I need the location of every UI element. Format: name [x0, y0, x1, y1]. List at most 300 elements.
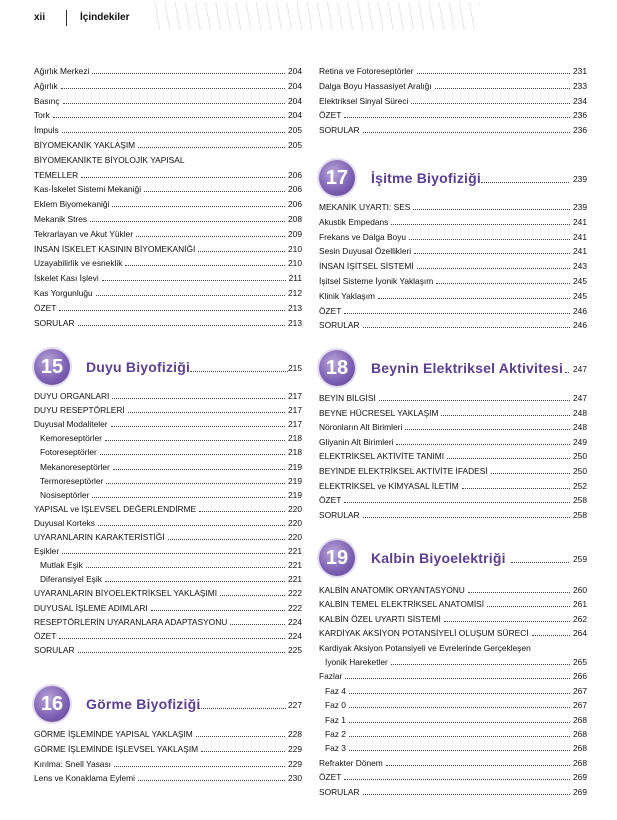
toc-entry-page: 262: [573, 613, 587, 624]
toc-entry-title: YAPISAL ve İŞLEVSEL DEĞERLENDİRME: [34, 503, 197, 514]
toc-entry[interactable]: [319, 682, 587, 696]
chapter-title: Beynin Elektriksel Aktivitesi: [371, 360, 564, 376]
toc-entry-title: UYARANLARIN KARAKTERİSTİĞİ: [34, 532, 165, 542]
chapter-number-badge: 18: [319, 350, 355, 386]
toc-entry-page: 220: [288, 517, 302, 528]
toc-entry-page: 220: [288, 532, 302, 542]
dot-leader: [462, 488, 570, 489]
toc-entry[interactable]: [34, 415, 302, 429]
toc-entry-page: 211: [288, 273, 302, 284]
toc-entry-page: 246: [573, 320, 587, 331]
toc-entry-page: 246: [573, 305, 587, 316]
toc-entry-title: Ağırlık: [34, 80, 58, 91]
toc-entry-title: Gliyanin Alt Birimleri: [319, 436, 394, 447]
toc-entry[interactable]: [319, 506, 587, 520]
toc-entry[interactable]: [319, 106, 587, 120]
dot-leader: [441, 415, 570, 416]
toc-entry-title: KALBİN ANATOMİK ORYANTASYONU: [319, 585, 465, 595]
dot-leader: [391, 224, 570, 225]
toc-entry-title: ÖZET: [319, 495, 342, 506]
toc-entry-page: 228: [288, 729, 302, 739]
dot-leader: [111, 426, 285, 427]
chapter-number-badge: 16: [34, 686, 70, 722]
toc-entry-page: 222: [288, 588, 302, 599]
chapter-title: İşitme Biyofiziği: [371, 170, 481, 186]
toc-entry[interactable]: [34, 269, 302, 283]
dot-leader: [378, 298, 570, 299]
toc-entry-title: GÖRME İŞLEMİNDE YAPISAL YAKLAŞIM: [34, 729, 193, 739]
toc-entry[interactable]: [34, 556, 302, 570]
dot-leader: [349, 750, 570, 751]
toc-entry-page: 248: [573, 407, 587, 418]
toc-entry[interactable]: [319, 447, 587, 461]
toc-entry[interactable]: [34, 514, 302, 528]
dot-leader: [344, 779, 570, 780]
dot-leader: [59, 310, 285, 311]
toc-entry-title: Termoreseptörler: [40, 475, 104, 486]
toc-entry-title: Kas Yorgunluğu: [34, 288, 93, 298]
dot-leader: [61, 88, 285, 89]
toc-entry-page: 208: [288, 214, 302, 224]
dot-leader: [435, 88, 570, 89]
dot-leader: [78, 652, 286, 653]
toc-entry-page: 245: [573, 276, 587, 286]
toc-entry-title: ELEKTRİKSEL AKTİVİTE TANIMI: [319, 451, 445, 462]
toc-entry[interactable]: [319, 754, 587, 768]
dot-leader: [105, 581, 285, 582]
toc-entry-page: 236: [573, 125, 587, 136]
dot-leader: [86, 567, 285, 568]
toc-entry-title: ÖZET: [319, 110, 342, 121]
toc-entry-title: Klinik Yaklaşım: [319, 290, 376, 301]
toc-entry-title: TEMELLER: [34, 169, 79, 180]
chapter-heading-16[interactable]: [34, 686, 302, 722]
dot-leader: [136, 236, 285, 237]
toc-entry-title: ELEKTRİKSEL ve KİMYASAL İLETİM: [319, 480, 459, 491]
toc-entry[interactable]: [319, 77, 587, 91]
toc-entry-page: 217: [288, 405, 302, 416]
dot-leader: [363, 132, 571, 133]
toc-entry-page: 268: [573, 714, 587, 725]
dot-leader: [112, 206, 285, 207]
dot-leader: [344, 313, 570, 314]
dot-leader: [349, 693, 570, 694]
dot-leader: [81, 177, 285, 178]
dot-leader: [344, 502, 570, 503]
toc-entry-page: 213: [288, 302, 302, 313]
toc-entry-page: 218: [288, 447, 302, 458]
toc-entry-page: 212: [288, 288, 302, 298]
dot-leader: [196, 736, 285, 737]
toc-entry[interactable]: [319, 739, 587, 753]
chapter-heading-18[interactable]: [319, 350, 587, 386]
dot-leader: [100, 454, 285, 455]
toc-entry[interactable]: [319, 257, 587, 271]
toc-entry-title: İNSAN İSKELET KASININ BİYOMEKANİĞİ: [34, 243, 196, 254]
toc-entry[interactable]: [34, 314, 302, 328]
chapter-leader: [565, 372, 569, 373]
chapter-heading-19[interactable]: [319, 540, 587, 576]
toc-entry-title: BİYOMEKANİKTE BİYOLOJİK YAPISAL: [34, 154, 185, 165]
dot-leader: [201, 751, 285, 752]
toc-entry-title: KALBİN ÖZEL UYARTI SİSTEMİ: [319, 613, 441, 624]
toc-entry[interactable]: [34, 180, 302, 194]
toc-entry[interactable]: [319, 316, 587, 330]
toc-entry[interactable]: [319, 653, 587, 667]
toc-entry-page: 268: [573, 729, 587, 739]
toc-entry-title: Sesin Duyusal Özellikleri: [319, 246, 412, 257]
toc-entry[interactable]: [34, 121, 302, 135]
toc-entry[interactable]: [319, 477, 587, 491]
dot-leader: [92, 73, 285, 74]
toc-entry-page: 229: [288, 758, 302, 769]
toc-entry-title: Faz 2: [325, 729, 346, 739]
toc-entry-title: DUYU RESEPTÖRLERİ: [34, 405, 125, 416]
toc-entry[interactable]: [34, 77, 302, 91]
toc-entry-page: 258: [573, 509, 587, 520]
toc-entry-page: 221: [288, 560, 302, 571]
toc-entry[interactable]: [319, 595, 587, 609]
toc-entry[interactable]: [34, 528, 302, 542]
toc-entry-page: 206: [288, 169, 302, 180]
toc-entry-title: Mekanik Stres: [34, 214, 88, 224]
chapter-page: 215: [288, 363, 302, 373]
toc-entry-page: 221: [288, 574, 302, 585]
toc-entry[interactable]: [319, 491, 587, 505]
toc-entry[interactable]: [319, 228, 587, 242]
dot-leader: [105, 440, 285, 441]
toc-entry[interactable]: [34, 106, 302, 120]
dot-leader: [487, 606, 570, 607]
toc-entry[interactable]: [34, 92, 302, 106]
toc-entry[interactable]: [319, 462, 587, 476]
toc-entry-title: İmpuls: [34, 125, 59, 136]
toc-entry[interactable]: [319, 696, 587, 710]
toc-entry-title: UYARANLARIN BİYOELEKTRİKSEL YAKLAŞIMI: [34, 588, 218, 599]
dot-leader: [92, 497, 285, 498]
toc-entry[interactable]: [34, 166, 302, 180]
toc-entry[interactable]: [319, 287, 587, 301]
toc-entry-page: 213: [288, 317, 302, 328]
toc-entry-page: 233: [573, 80, 587, 91]
chapter-page: 247: [573, 364, 587, 374]
toc-entry-page: 204: [288, 110, 302, 121]
toc-entry[interactable]: [34, 725, 302, 739]
toc-entry[interactable]: [34, 443, 302, 457]
dot-leader: [198, 251, 285, 252]
toc-entry-page: 230: [288, 773, 302, 784]
dot-leader: [128, 412, 285, 413]
toc-entry[interactable]: [34, 387, 302, 401]
chapter-heading-15[interactable]: [34, 349, 302, 385]
toc-entry-page: 266: [573, 671, 587, 682]
toc-entry-page: 250: [573, 466, 587, 476]
dot-leader: [491, 473, 570, 474]
page-number: xii: [34, 12, 46, 23]
dot-leader: [532, 635, 570, 636]
toc-entry-title: İskelet Kası İşlevi: [34, 273, 99, 284]
dot-leader: [436, 283, 570, 284]
toc-entry-page: 245: [573, 290, 587, 301]
dot-leader: [468, 592, 570, 593]
toc-entry-title: Fotoreseptörler: [40, 447, 97, 458]
toc-entry-page: 234: [573, 95, 587, 106]
toc-entry-page: 267: [573, 685, 587, 696]
toc-entry-page: 241: [573, 246, 587, 257]
toc-entry-title: ÖZET: [34, 302, 57, 313]
toc-entry[interactable]: [319, 433, 587, 447]
toc-entry-title: BİYOMEKANİK YAKLAŞIM: [34, 140, 136, 150]
dot-leader: [363, 327, 571, 328]
toc-entry-title: Eşikler: [34, 546, 60, 557]
chapter-leader: [511, 562, 569, 563]
toc-entry-title: Kardiyak Aksiyon Potansiyeli ve Evrelerinde Gerçekleşen: [319, 642, 531, 653]
toc-entry-title: SORULAR: [319, 786, 360, 797]
dot-leader: [125, 265, 285, 266]
toc-entry-page: 219: [288, 461, 302, 472]
dot-leader: [386, 765, 570, 766]
toc-entry-page: 252: [573, 480, 587, 491]
toc-entry-title: Diferansiyel Eşik: [40, 574, 102, 585]
dot-leader: [349, 707, 570, 708]
toc-entry-title: Dalga Boyu Hassasiyet Aralığı: [319, 80, 432, 91]
dot-leader: [62, 132, 285, 133]
toc-entry-page: 229: [288, 743, 302, 754]
toc-entry-title: RESEPTÖRLERİN UYARANLARA ADAPTASYONU: [34, 616, 228, 627]
toc-entry[interactable]: [319, 768, 587, 782]
toc-entry[interactable]: [319, 639, 587, 653]
toc-entry[interactable]: [319, 404, 587, 418]
toc-entry-page: 250: [573, 451, 587, 462]
toc-entry[interactable]: [34, 299, 302, 313]
toc-entry[interactable]: [319, 667, 587, 681]
toc-entry-title: Nöronların Alt Birimleri: [319, 422, 403, 433]
dot-leader: [138, 147, 285, 148]
toc-entry[interactable]: [34, 500, 302, 514]
toc-entry[interactable]: [34, 641, 302, 655]
toc-entry-title: BEYNE HÜCRESEL YAKLAŞIM: [319, 407, 439, 418]
toc-entry[interactable]: [319, 62, 587, 76]
toc-entry-title: Refrakter Dönem: [319, 757, 383, 768]
dot-leader: [113, 469, 285, 470]
toc-entry-title: BEYİNDE ELEKTRİKSEL AKTİVİTE İFADESİ: [319, 466, 488, 476]
toc-entry[interactable]: [319, 389, 587, 403]
toc-entry-page: 206: [288, 199, 302, 210]
toc-entry[interactable]: [34, 458, 302, 472]
toc-entry-title: Duyusal Korteks: [34, 517, 95, 528]
toc-entry[interactable]: [34, 240, 302, 254]
toc-entry[interactable]: [34, 755, 302, 769]
dot-leader: [102, 280, 286, 281]
dot-leader: [98, 525, 285, 526]
chapter-title: Kalbin Biyoelektriği: [371, 550, 506, 566]
header-divider: [66, 10, 67, 26]
toc-entry-page: 268: [573, 743, 587, 754]
toc-entry-page: 218: [288, 433, 302, 444]
toc-entry-page: 264: [573, 628, 587, 639]
toc-entry-title: Fazlar: [319, 671, 343, 682]
toc-entry-page: 258: [573, 495, 587, 506]
toc-entry-page: 269: [573, 786, 587, 797]
toc-entry-title: Faz 1: [325, 714, 346, 725]
toc-entry[interactable]: [34, 627, 302, 641]
toc-entry[interactable]: [34, 599, 302, 613]
toc-entry-page: 224: [288, 616, 302, 627]
toc-entry-page: 241: [573, 216, 587, 227]
toc-entry[interactable]: [34, 210, 302, 224]
toc-entry-page: 217: [288, 419, 302, 430]
dot-leader: [379, 400, 570, 401]
dot-leader: [409, 239, 570, 240]
toc-entry[interactable]: [34, 472, 302, 486]
toc-entry-page: 221: [288, 546, 302, 557]
dot-leader: [345, 678, 570, 679]
toc-entry[interactable]: [34, 570, 302, 584]
toc-entry-title: Ağırlık Merkezi: [34, 66, 90, 76]
toc-entry-title: SORULAR: [319, 125, 360, 136]
dot-leader: [138, 780, 285, 781]
toc-entry-title: Lens ve Konaklama Eylemi: [34, 773, 136, 784]
toc-entry-page: 206: [288, 184, 302, 195]
toc-entry-title: Duyusal Modaliteler: [34, 419, 108, 430]
dot-leader: [413, 209, 570, 210]
toc-entry[interactable]: [319, 725, 587, 739]
chapter-heading-17[interactable]: [319, 160, 587, 196]
toc-entry-title: KARDİYAK AKSİYON POTANSİYELİ OLUŞUM SÜRECİ: [319, 628, 529, 639]
toc-entry-title: SORULAR: [319, 509, 360, 520]
chapter-leader: [481, 182, 569, 183]
chapter-number-badge: 15: [34, 349, 70, 385]
header-texture: [150, 2, 480, 30]
toc-entry-title: Elektriksel Sinyal Süreci: [319, 95, 409, 106]
toc-entry-page: 236: [573, 110, 587, 121]
chapter-page: 227: [288, 700, 302, 710]
toc-entry-title: SORULAR: [319, 320, 360, 331]
toc-entry[interactable]: [34, 401, 302, 415]
toc-entry-title: DUYUSAL İŞLEME ADIMLARI: [34, 602, 148, 613]
toc-entry[interactable]: [319, 121, 587, 135]
chapter-leader: [190, 371, 288, 372]
toc-entry[interactable]: [34, 225, 302, 239]
toc-entry-title: Mekanoreseptörler: [40, 461, 110, 472]
dot-leader: [63, 103, 285, 104]
toc-entry-title: ÖZET: [319, 772, 342, 783]
toc-entry[interactable]: [319, 624, 587, 638]
toc-entry-page: 219: [288, 475, 302, 486]
dot-leader: [363, 517, 571, 518]
toc-entry-title: Uzayabilirlik ve esneklik: [34, 258, 123, 269]
dot-leader: [59, 638, 285, 639]
toc-entry-title: Tork: [34, 110, 50, 121]
toc-entry[interactable]: [319, 610, 587, 624]
toc-entry-title: Faz 4: [325, 685, 346, 696]
toc-entry[interactable]: [34, 62, 302, 76]
chapter-number-badge: 19: [319, 540, 355, 576]
dot-leader: [199, 511, 285, 512]
toc-entry-page: 260: [573, 585, 587, 595]
toc-entry-title: Eklem Biyomekaniği: [34, 199, 110, 210]
toc-entry-title: Faz 0: [325, 700, 346, 711]
toc-entry-page: 210: [288, 258, 302, 269]
dot-leader: [112, 398, 285, 399]
toc-entry-title: Basınç: [34, 95, 60, 106]
toc-entry[interactable]: [34, 486, 302, 500]
toc-entry-title: GÖRME İŞLEMİNDE İŞLEVSEL YAKLAŞIM: [34, 743, 199, 754]
toc-entry[interactable]: [319, 418, 587, 432]
toc-entry-title: SORULAR: [34, 317, 75, 328]
toc-entry[interactable]: [34, 195, 302, 209]
dot-leader: [396, 444, 570, 445]
toc-entry-page: 219: [288, 489, 302, 500]
dot-leader: [90, 221, 285, 222]
toc-entry-page: 209: [288, 228, 302, 239]
toc-entry-page: 210: [288, 243, 302, 254]
toc-entry-title: MEKANİK UYARTI: SES: [319, 202, 411, 212]
toc-entry[interactable]: [34, 613, 302, 627]
toc-entry[interactable]: [34, 429, 302, 443]
toc-entry-page: 243: [573, 261, 587, 272]
toc-entry-title: Frekans ve Dalga Boyu: [319, 231, 407, 242]
toc-entry-page: 247: [573, 393, 587, 403]
toc-entry[interactable]: [34, 542, 302, 556]
toc-entry[interactable]: [34, 254, 302, 268]
toc-entry[interactable]: [34, 769, 302, 783]
toc-entry-page: 205: [288, 125, 302, 136]
toc-entry[interactable]: [34, 136, 302, 150]
dot-leader: [417, 268, 570, 269]
toc-entry-page: 248: [573, 422, 587, 433]
toc-entry[interactable]: [34, 584, 302, 598]
toc-entry-page: 269: [573, 772, 587, 783]
toc-entry[interactable]: [34, 284, 302, 298]
dot-leader: [230, 624, 285, 625]
toc-entry-title: ÖZET: [319, 305, 342, 316]
dot-leader: [144, 191, 285, 192]
toc-entry[interactable]: [319, 242, 587, 256]
toc-entry[interactable]: [319, 711, 587, 725]
toc-entry[interactable]: [319, 581, 587, 595]
dot-leader: [151, 610, 285, 611]
dot-leader: [220, 595, 285, 596]
toc-entry[interactable]: [319, 302, 587, 316]
toc-entry-page: 267: [573, 700, 587, 711]
toc-entry-page: 268: [573, 757, 587, 768]
toc-entry[interactable]: [319, 198, 587, 212]
dot-leader: [411, 103, 570, 104]
toc-entry[interactable]: [319, 92, 587, 106]
toc-entry[interactable]: [319, 213, 587, 227]
toc-entry-title: ÖZET: [34, 630, 57, 641]
dot-leader: [391, 664, 570, 665]
chapter-leader: [198, 708, 286, 709]
toc-entry-page: 239: [573, 202, 587, 212]
toc-entry-page: 220: [288, 503, 302, 514]
toc-entry-page: 249: [573, 436, 587, 447]
toc-entry-title: Tekrarlayan ve Akut Yükler: [34, 228, 133, 239]
header-title: İçindekiler: [80, 12, 130, 23]
chapter-title: Görme Biyofiziği: [86, 696, 201, 712]
toc-entry[interactable]: [319, 783, 587, 797]
toc-entry[interactable]: [34, 151, 302, 165]
toc-entry-title: KALBİN TEMEL ELEKTRİKSEL ANATOMİSİ: [319, 599, 485, 610]
dot-leader: [168, 539, 285, 540]
toc-entry-page: 205: [288, 140, 302, 150]
dot-leader: [349, 722, 570, 723]
toc-entry[interactable]: [34, 740, 302, 754]
toc-entry-title: SORULAR: [34, 644, 75, 655]
toc-entry-page: 261: [573, 599, 587, 610]
toc-entry[interactable]: [319, 272, 587, 286]
